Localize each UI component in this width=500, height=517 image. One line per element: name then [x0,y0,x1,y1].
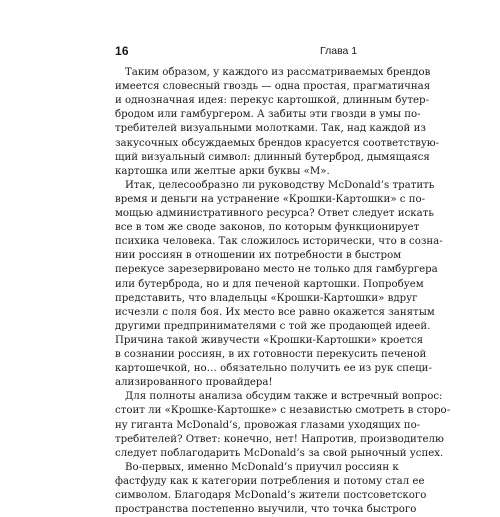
text-line: фастфуду как к категории потребления и потому стал ее [115,475,425,487]
text-line: картошечкой, но… обязательно получить ее из рук специ- [115,363,432,375]
text-line: щий визуальный символ: длинный бутерброд, дымящаяся [115,151,430,163]
text-line: символом. Благодаря McDonald’s жители постсоветского [115,490,427,501]
text-line: все в том же своде законов, по которым функционирует [115,222,420,234]
text-line: требителей визуальными молотками. Так, над каждой из [115,123,426,135]
text-line: время и деньги на устранение «Крошки-Картошки» с по- [115,193,426,205]
text-line: имеется словесный гвоздь — одна простая, прагматичная [115,81,431,93]
text-line: психика человека. Так сложилось исторически, что в созна- [115,236,443,248]
text-line: пространства постепенно выучили, что точка быстрого [115,504,417,516]
text-line: мощью административного ресурса? Ответ следует искать [115,208,434,219]
text-line: или бутерброда, но и для печеной картошки. Попробуем [115,278,424,290]
text-line: нии россиян в отношении их потребности в быстром [115,250,402,262]
chapter-title: Глава 1 [320,45,358,57]
text-line: и однозначная идея: перекус картошкой, длинным бутер- [115,95,430,107]
text-line: закусочных обсуждаемых брендов красуется соответствую- [115,137,440,149]
text-line: ну гиганта McDonald’s, провожая глазами уходящих по- [115,419,421,431]
text-line: бродом или гамбургером. А забиты эти гвозди в умы по- [115,109,421,121]
page-number: 16 [115,44,129,58]
text-line: Таким образом, у каждого из рассматриваемых брендов [125,67,431,78]
text-line: в сознании россиян, в их готовности перекусить печеной [115,349,427,360]
text-line: стоит ли «Крошке-Картошке» с независтью смотреть в сторо- [115,405,451,417]
text-line: Во-первых, именно McDonald’s приучил россиян к [125,461,399,473]
text-line: Для полноты анализа обсудим также и встречный вопрос: [125,391,443,403]
text-line: Итак, целесообразно ли руководству McDonald’s тратить [125,179,435,191]
text-line: другими предпринимателями с той же продающей идеей. [115,320,431,332]
text-line: требителей? Ответ: конечно, нет! Напротив, производителю [115,433,444,445]
text-line: ализированного провайдера! [115,377,273,389]
text-line: представить, что владельцы «Крошки-Картошки» вдруг [115,292,418,304]
text-line: Причина такой живучести «Крошки-Картошки» кроется [115,334,424,346]
text-line: исчезли с поля боя. Их место все равно окажется занятым [115,306,435,318]
page-header [115,44,375,60]
text-line: перекусе зарезервировано место не только для гамбургера [115,264,438,276]
body-text [115,66,451,516]
text-line: картошка или желтые арки буквы «М». [115,165,330,177]
text-line: следует поблагодарить McDonald’s за свой рыночный успех. [115,447,444,459]
